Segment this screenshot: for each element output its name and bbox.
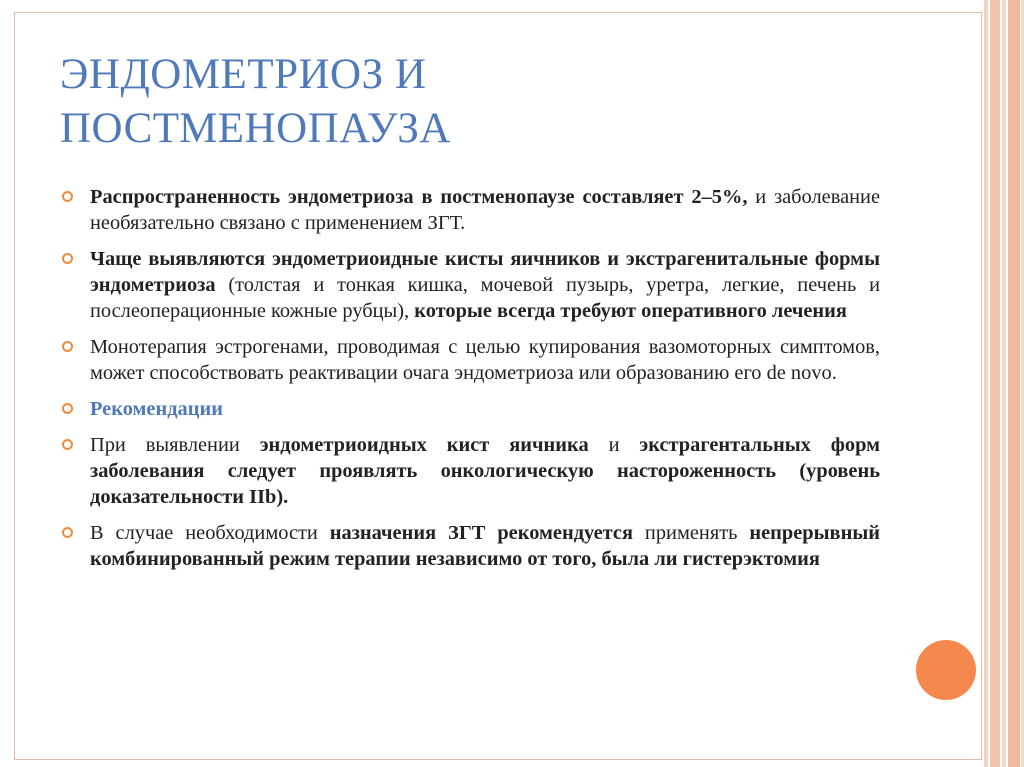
- slide-title: [60, 48, 880, 156]
- item-bold-text: непрерывный комбинированный режим терапии независимо от того, была ли гистерэктомия: [90, 522, 880, 570]
- bullet-ring-icon: [62, 253, 73, 264]
- list-item: [60, 520, 880, 572]
- decor-stripe: [1008, 0, 1020, 767]
- slide-title-line1: ЭНДОМЕТРИОЗ И: [60, 51, 427, 98]
- item-bold-text: назначения ЗГТ рекомендуется: [329, 522, 633, 544]
- decor-stripe: [990, 0, 1000, 767]
- bullet-ring-icon: [62, 403, 73, 414]
- item-text: В случае необходимости: [90, 522, 330, 544]
- decor-stripe: [1002, 0, 1006, 767]
- item-bold-text: эндометриоидных кист яичника: [259, 434, 589, 456]
- item-bold-text: Распространенность эндометриоза в постменопаузе составляет 2–5%,: [90, 186, 748, 208]
- bullet-ring-icon: [62, 341, 73, 352]
- list-item: [60, 432, 880, 510]
- item-text: и: [588, 434, 640, 456]
- item-text: При выявлении: [90, 434, 260, 456]
- list-item: [60, 246, 880, 324]
- decor-circle: [916, 640, 976, 700]
- item-text: Монотерапия эстрогенами, проводимая с целью купирования вазомоторных симптомов, может способствовать реактивации очага эндометриоза или образованию его de novo.: [90, 336, 880, 384]
- slide-title-line2: ПОСТМЕНОПАУЗА: [60, 105, 451, 152]
- decor-stripe: [984, 0, 988, 767]
- bullet-ring-icon: [62, 191, 73, 202]
- list-item-heading: [60, 396, 880, 422]
- list-item: [60, 334, 880, 386]
- bullet-ring-icon: [62, 527, 73, 538]
- item-text: применять: [632, 522, 750, 544]
- item-bold-text: экстрагентальных форм заболевания следует проявлять онкологическую настороженность (уровень доказательности IIb).: [90, 434, 880, 508]
- item-text: (толстая и тонкая кишка, мочевой пузырь, уретра, легкие, печень и послеоперационные кожные рубцы),: [90, 274, 880, 322]
- item-text: и заболевание необязательно связано с применением ЗГТ.: [90, 186, 880, 234]
- slide-content: [60, 184, 880, 582]
- bullet-ring-icon: [62, 439, 73, 450]
- item-bold-text: Чаще выявляются эндометриоидные кисты яичников и экстрагенитальные формы эндометриоза: [90, 248, 880, 296]
- recommendations-heading: Рекомендации: [90, 398, 223, 420]
- item-bold-text: которые всегда требуют оперативного лечения: [414, 300, 847, 322]
- list-item: [60, 184, 880, 236]
